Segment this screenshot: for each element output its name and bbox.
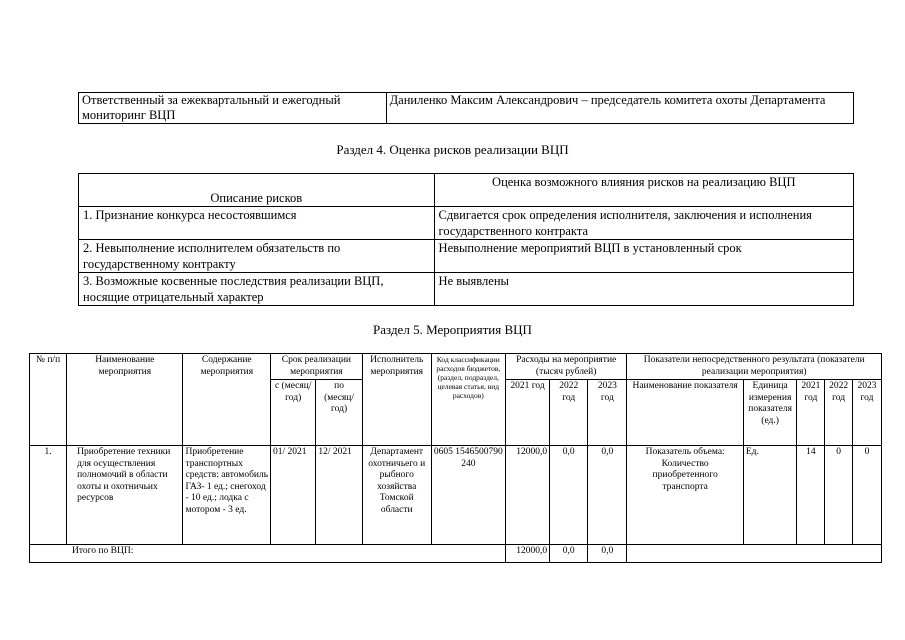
indicator-unit: Ед.: [743, 446, 797, 545]
code-header: Код классификации расходов бюджетов, (раздел, подраздел, целевая статья, вид расходов): [431, 354, 505, 446]
expense-2021: 12000,0: [505, 446, 549, 545]
risk-column-header: Описание рисков: [79, 174, 435, 207]
result-2022-header: 2022 год: [825, 380, 853, 446]
risk-cell: 1. Признание конкурса несостоявшимся: [79, 207, 435, 240]
table-row: [30, 446, 882, 545]
impact-cell: Сдвигается срок определения исполнителя, заключения и исполнения государственного контракта: [434, 207, 853, 240]
section4-title: Раздел 4. Оценка рисков реализации ВЦП: [336, 142, 569, 157]
table-header-row: [30, 354, 882, 380]
table-header-row: [79, 174, 854, 207]
table-row: [79, 240, 854, 273]
name-header: Наименование мероприятия: [67, 354, 183, 446]
result-2023-header: 2023 год: [853, 380, 882, 446]
indicator-unit-header: Единица измерения показателя (ед.): [743, 380, 797, 446]
total-expense-2022: 0,0: [550, 545, 588, 563]
expense-2021-header: 2021 год: [505, 380, 549, 446]
indicator-name: Показатель объема: Количество приобретенного транспорта: [627, 446, 743, 545]
content-header: Содержание мероприятия: [183, 354, 271, 446]
expenses-header: Расходы на мероприятие (тысяч рублей): [505, 354, 627, 380]
total-expense-2021: 12000,0: [505, 545, 549, 563]
table-row: [79, 273, 854, 306]
num-header: № п/п: [30, 354, 67, 446]
responsible-table: [78, 92, 854, 124]
responsible-label: Ответственный за ежеквартальный и ежегодный мониторинг ВЦП: [79, 93, 387, 124]
risk-cell: 3. Возможные косвенные последствия реализации ВЦП, носящие отрицательный характер: [79, 273, 435, 306]
responsible-value: Даниленко Максим Александрович – председатель комитета охоты Департамента: [386, 93, 853, 124]
period-from: 01/ 2021: [271, 446, 316, 545]
total-expense-2023: 0,0: [588, 545, 627, 563]
total-label: Итого по ВЦП:: [30, 545, 506, 563]
expense-2023: 0,0: [588, 446, 627, 545]
expense-2022-header: 2022 год: [550, 380, 588, 446]
activity-content: Приобретение транспортных средств: автомобиль ГАЗ- 1 ед.; снегоход - 10 ед.; лодка с мотором - 3 ед.: [183, 446, 271, 545]
total-row: [30, 545, 882, 563]
executor: Департамент охотничьего и рыбного хозяйства Томской области: [362, 446, 431, 545]
period-from-header: с (месяц/ год): [271, 380, 316, 446]
expense-2023-header: 2023 год: [588, 380, 627, 446]
result-2022: 0: [825, 446, 853, 545]
total-empty: [627, 545, 882, 563]
indicator-name-header: Наименование показателя: [627, 380, 743, 446]
executor-header: Исполнитель мероприятия: [362, 354, 431, 446]
expense-2022: 0,0: [550, 446, 588, 545]
impact-cell: Не выявлены: [434, 273, 853, 306]
table-row: [79, 93, 854, 124]
impact-column-header: Оценка возможного влияния рисков на реализацию ВЦП: [434, 174, 853, 207]
section5-title: Раздел 5. Мероприятия ВЦП: [373, 322, 532, 337]
results-header: Показатели непосредственного результата (показатели реализации мероприятия): [627, 354, 882, 380]
activity-name: Приобретение техники для осуществления полномочий в области охоты и охотничьих ресурсов: [67, 446, 183, 545]
activities-table: [29, 353, 882, 563]
result-2021: 14: [797, 446, 825, 545]
risks-table: [78, 173, 854, 306]
period-to: 12/ 2021: [316, 446, 362, 545]
table-row: [79, 207, 854, 240]
impact-cell: Невыполнение мероприятий ВЦП в установленный срок: [434, 240, 853, 273]
period-header: Срок реализации мероприятия: [271, 354, 363, 380]
row-num: 1.: [30, 446, 67, 545]
result-2023: 0: [853, 446, 882, 545]
risk-cell: 2. Невыполнение исполнителем обязательств по государственному контракту: [79, 240, 435, 273]
result-2021-header: 2021 год: [797, 380, 825, 446]
budget-code: 0605 1546500790 240: [431, 446, 505, 545]
period-to-header: по (месяц/ год): [316, 380, 362, 446]
